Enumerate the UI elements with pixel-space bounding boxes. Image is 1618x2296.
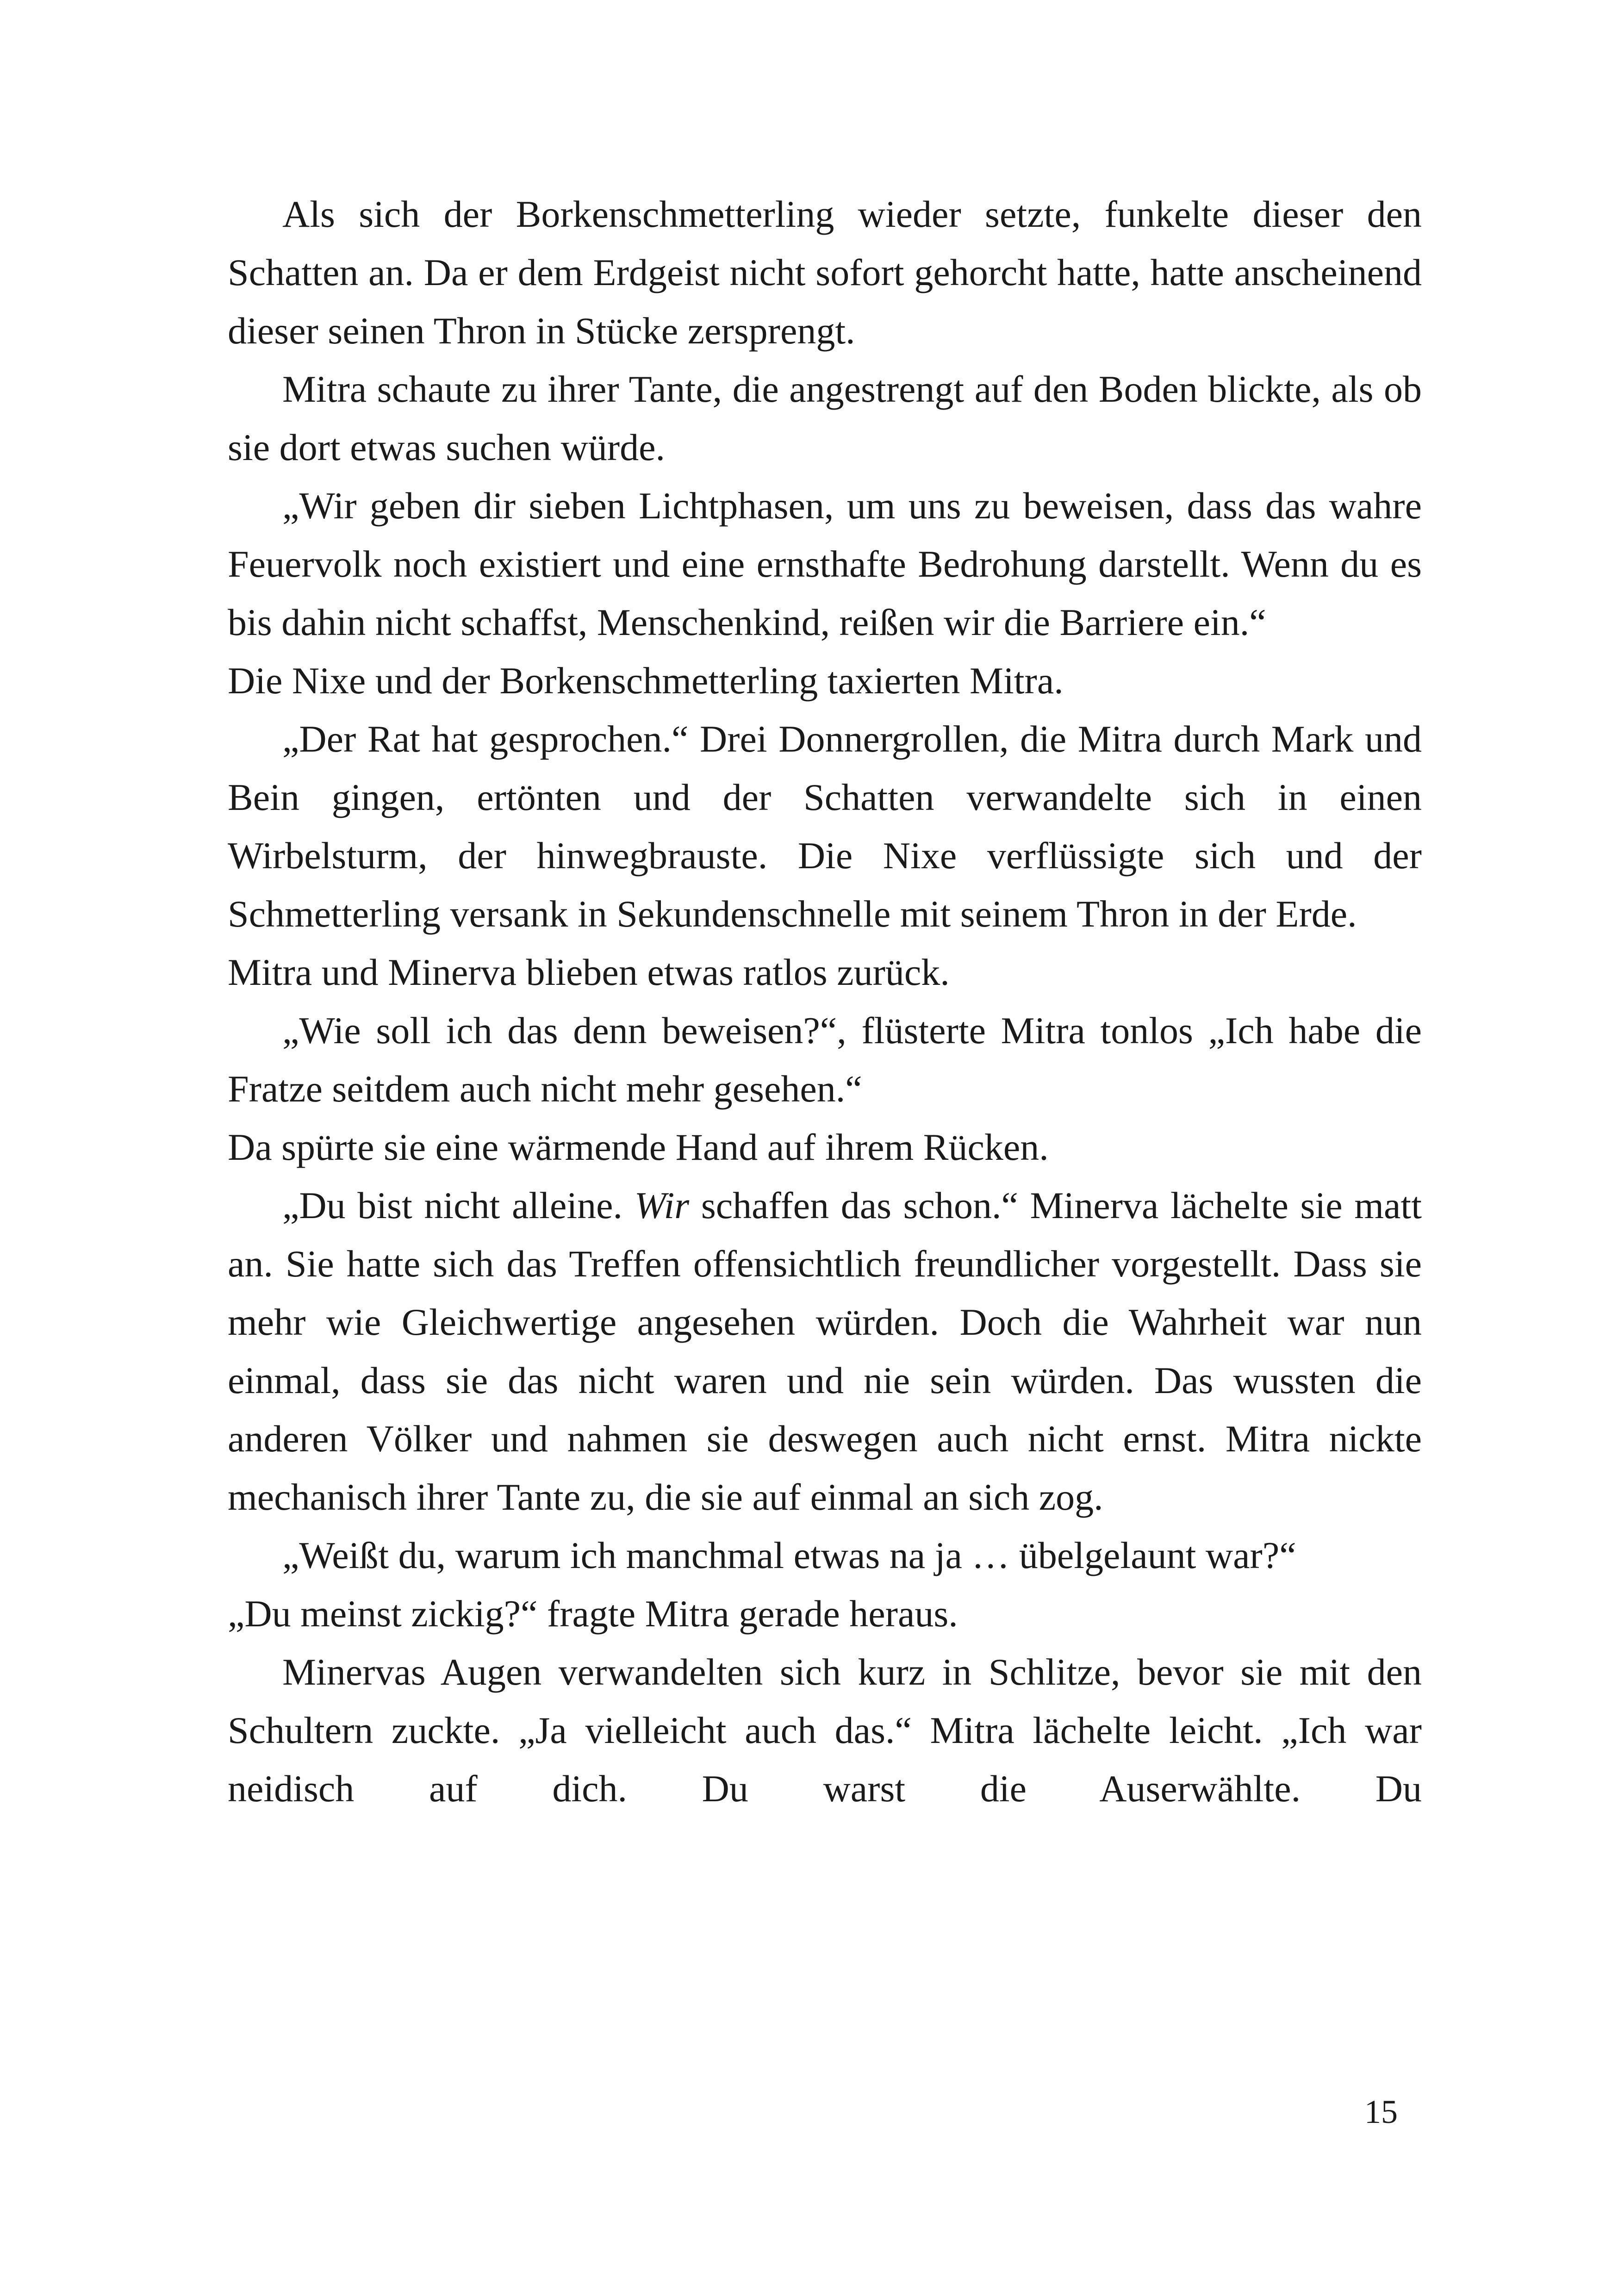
paragraph-8: Da spürte sie eine wärmende Hand auf ihrem Rücken. — [228, 1126, 1049, 1168]
paragraph-5: „Der Rat hat gesprochen.“ Drei Donnergrollen, die Mitra durch Mark und Bein gingen, ertönten und der Schatten verwandelte sich in einen Wirbelsturm, der hinwegbrauste. Die Nixe verflüssigte sich und der Schmetterling versank in Sekundenschnelle mit seinem Thron in der Erde. — [228, 718, 1422, 935]
body-text — [228, 185, 1422, 1818]
paragraph-6: Mitra und Minerva blieben etwas ratlos zurück. — [228, 951, 950, 993]
paragraph-9-start: „Du bist nicht alleine. — [282, 1184, 635, 1226]
paragraph-4: Die Nixe und der Borkenschmetterling taxierten Mitra. — [228, 660, 1064, 702]
paragraph-2: Mitra schaute zu ihrer Tante, die angestrengt auf den Boden blickte, als ob sie dort etwas suchen würde. — [228, 368, 1422, 468]
paragraph-9-end: schaffen das schon.“ Minerva lächelte sie matt an. Sie hatte sich das Treffen offensichtlich freundlicher vorgestellt. Dass sie mehr wie Gleichwertige angesehen würden. Doch die Wahrheit war nun einmal, dass sie das nicht waren und nie sein würden. Das wussten die anderen Völker und nahmen sie deswegen auch nicht ernst. Mitra nickte mechanisch ihrer Tante zu, die sie auf einmal an sich zog. — [228, 1184, 1422, 1518]
paragraph-3: „Wir geben dir sieben Lichtphasen, um uns zu beweisen, dass das wahre Feuervolk noch existiert und eine ernsthafte Bedrohung darstellt. Wenn du es bis dahin nicht schaffst, Menschenkind, reißen wir die Barriere ein.“ — [228, 485, 1422, 643]
emphasized-word: Wir — [634, 1184, 690, 1226]
paragraph-7: „Wie soll ich das denn beweisen?“, flüsterte Mitra tonlos „Ich habe die Fratze seitdem auch nicht mehr gesehen.“ — [228, 1009, 1422, 1110]
paragraph-1: Als sich der Borkenschmetterling wieder setzte, funkelte dieser den Schatten an. Da er dem Erdgeist nicht sofort gehorcht hatte, hatte anscheinend dieser seinen Thron in Stücke zersprengt. — [228, 193, 1422, 352]
page-number: 15 — [1364, 2093, 1398, 2130]
paragraph-10: „Weißt du, warum ich manchmal etwas na ja … übelgelaunt war?“ — [282, 1534, 1296, 1576]
paragraph-12: Minervas Augen verwandelten sich kurz in Schlitze, bevor sie mit den Schultern zuckte. „Ja vielleicht auch das.“ Mitra lächelte leicht. „Ich war neidisch auf dich. Du warst die Auserwählte. Du — [228, 1651, 1422, 1810]
paragraph-11: „Du meinst zickig?“ fragte Mitra gerade heraus. — [228, 1593, 958, 1635]
paragraph-9 — [228, 1176, 1422, 1526]
